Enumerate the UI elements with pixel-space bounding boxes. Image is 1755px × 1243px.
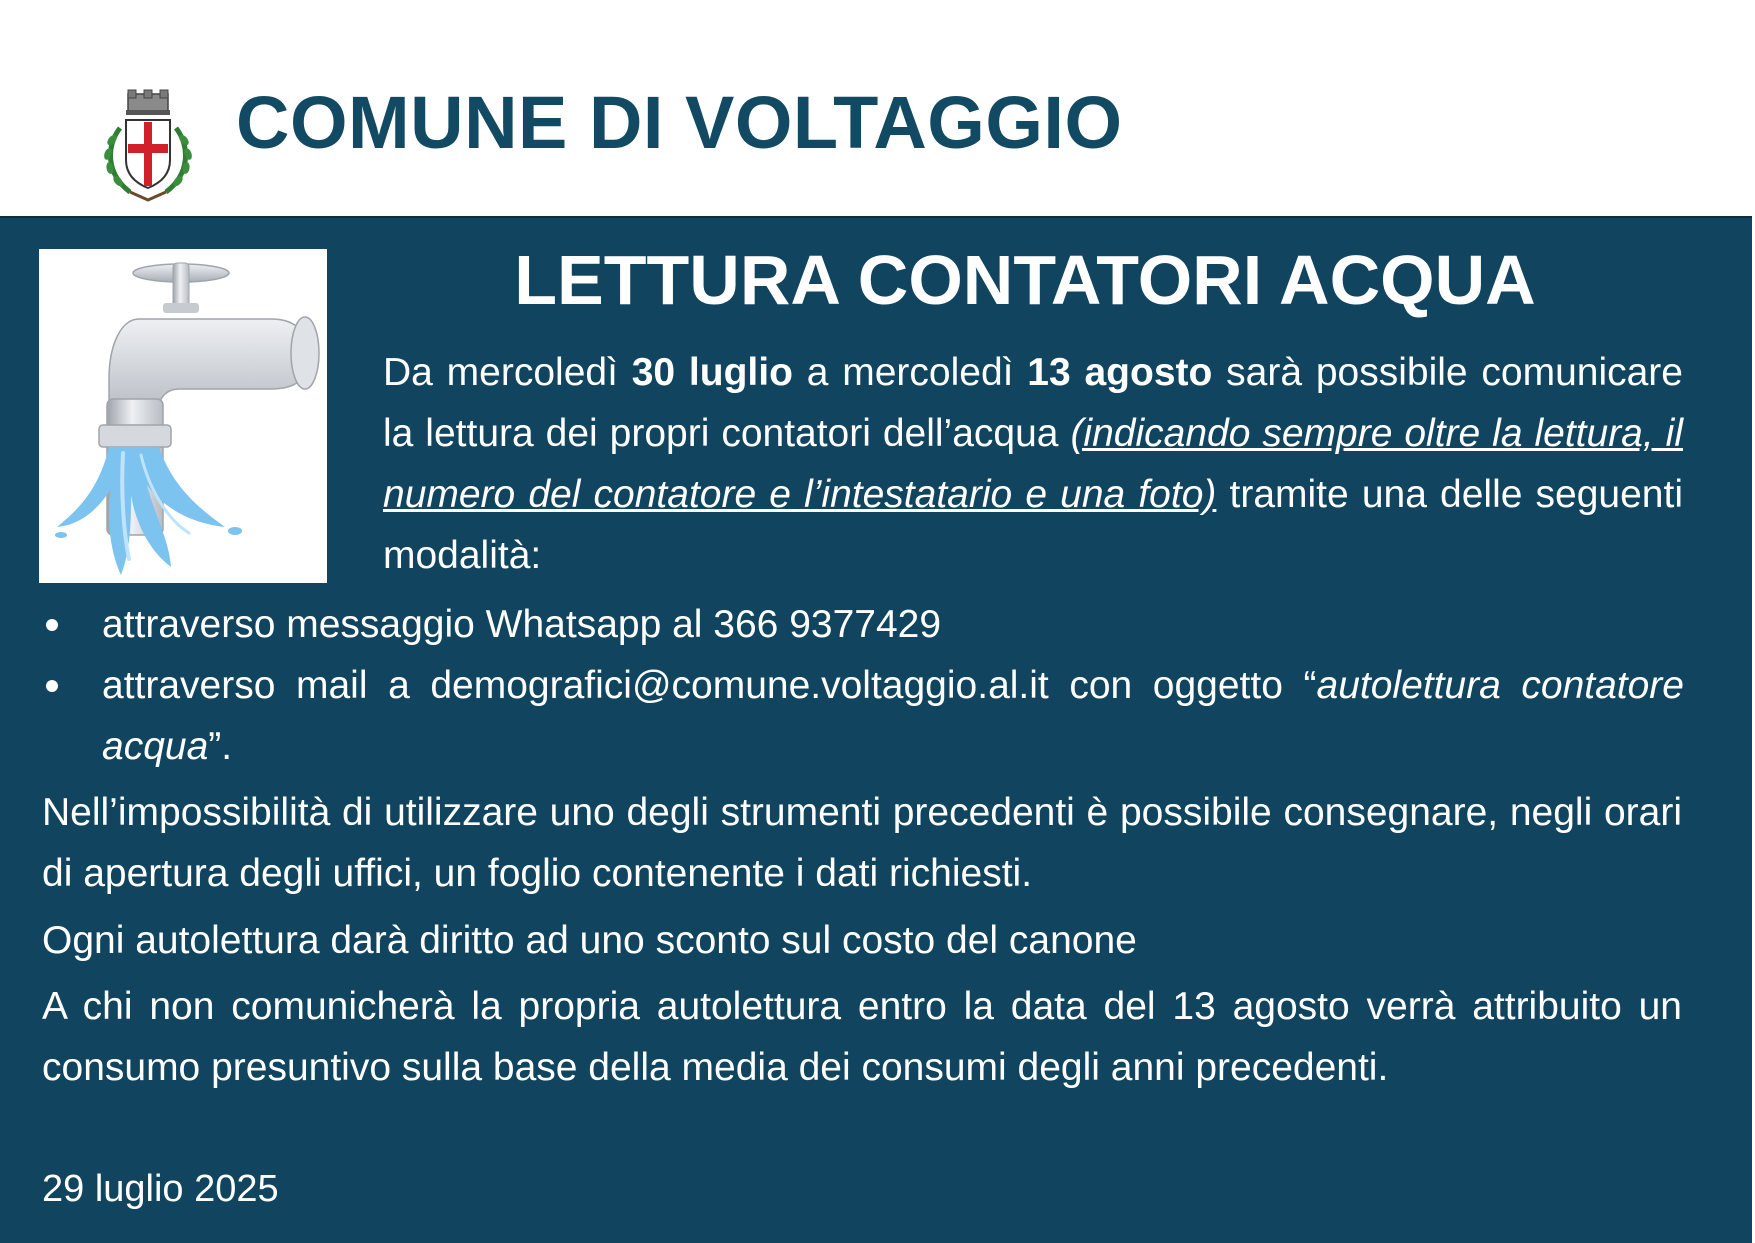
start-date: 30 luglio [631, 351, 793, 394]
alternative-delivery-paragraph: Nell’impossibilità di utilizzare uno degli strumenti precedenti è possibile consegnare, negli orari di apertura degli uffici, un foglio contenente i dati richiesti. [42, 791, 1682, 895]
coat-of-arms-icon [100, 88, 196, 206]
intro-paragraph [383, 342, 1683, 586]
town-name: COMUNE DI VOLTAGGIO [236, 81, 1123, 164]
notice-date: 29 luglio 2025 [42, 1168, 279, 1210]
intro-text-1: Da mercoledì [383, 351, 632, 394]
tap-image [39, 249, 327, 583]
intro-note: (indicando sempre oltre la lettura, il numero del contatore e l’intestatario e una foto) [383, 412, 1683, 516]
method-email-prefix: attraverso mail a demografici@comune.voltaggio.al.it con oggetto “ [102, 664, 1317, 707]
bullet-icon [46, 619, 58, 631]
estimated-consumption-paragraph: A chi non comunicherà la propria autolettura entro la data del 13 agosto verrà attribuito un consumo presuntivo sulla base della media dei consumi degli anni precedenti. [42, 985, 1682, 1089]
page-header [0, 0, 1755, 216]
intro-text-4: tramite una delle seguenti modalità: [383, 473, 1683, 577]
method-email [40, 655, 1684, 777]
email-subject: autolettura contatore acqua [102, 664, 1684, 768]
bullet-icon [46, 680, 58, 692]
method-whatsapp-text: attraverso messaggio Whatsapp al 366 9377429 [102, 603, 942, 646]
submission-methods-list [40, 594, 1684, 777]
method-whatsapp [40, 594, 1684, 655]
notice-title: LETTURA CONTATORI ACQUA [514, 241, 1536, 319]
notice-panel [0, 216, 1752, 1243]
intro-text-2: a mercoledì [792, 351, 1028, 394]
end-date: 13 agosto [1027, 351, 1213, 394]
method-email-suffix: ”. [208, 725, 233, 768]
water-tap-icon [39, 249, 327, 583]
intro-text-3: sarà possibile comunicare la lettura dei propri contatori dell’acqua [383, 351, 1683, 455]
discount-paragraph: Ogni autolettura darà diritto ad uno sconto sul costo del canone [42, 919, 1137, 962]
